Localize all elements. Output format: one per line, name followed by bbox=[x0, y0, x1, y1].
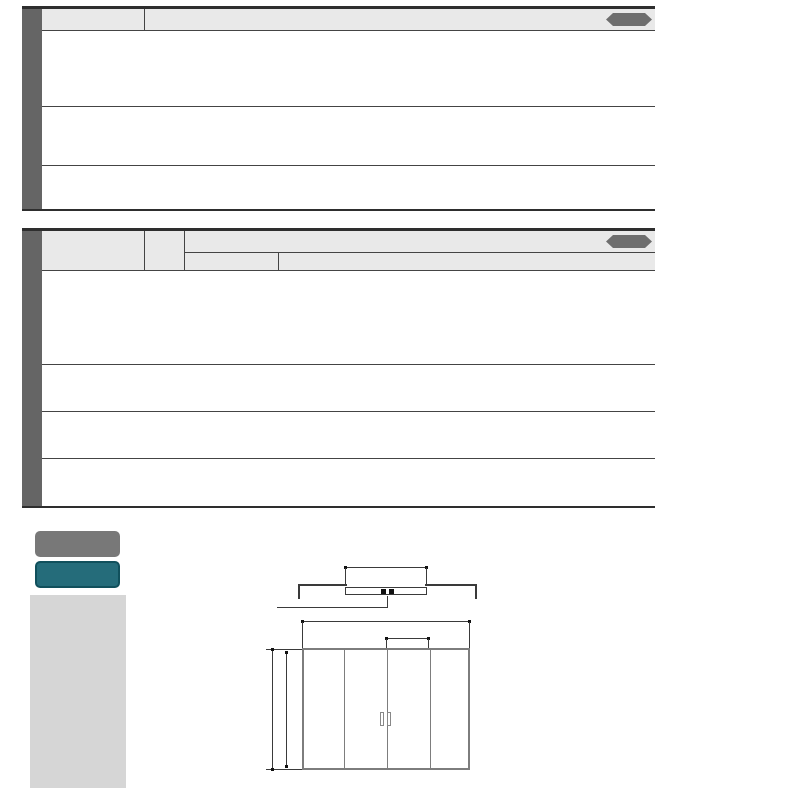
elevation-frame bbox=[302, 648, 470, 770]
handle-leader-line bbox=[387, 596, 388, 608]
dim-dot bbox=[271, 768, 274, 771]
series-badge-lasissa-d bbox=[35, 561, 120, 588]
frame-depth-legend-badge bbox=[606, 13, 652, 26]
table2-side-strip bbox=[22, 231, 42, 506]
extension-line bbox=[469, 622, 470, 648]
dh-dim-line bbox=[286, 652, 287, 767]
door-type-panel bbox=[30, 595, 126, 788]
table1-header-kind bbox=[42, 9, 145, 31]
dim-dot bbox=[271, 648, 274, 651]
table2-header-kind bbox=[42, 231, 145, 271]
plan-door-leaf bbox=[345, 587, 427, 595]
table2-subheader-36 bbox=[185, 253, 279, 271]
table2-band-4 bbox=[42, 459, 655, 507]
table-casing-frame bbox=[22, 228, 655, 508]
plan-track-end-right bbox=[475, 584, 477, 599]
table2-body bbox=[42, 231, 655, 506]
h-dim-line bbox=[272, 650, 273, 769]
table2-band-2 bbox=[42, 365, 655, 412]
table1-band-2 bbox=[42, 107, 655, 166]
table2-header-wall bbox=[185, 231, 655, 253]
extension-line bbox=[428, 639, 429, 648]
handle-mark bbox=[387, 712, 391, 726]
extension-line bbox=[302, 622, 303, 648]
handle-mark bbox=[381, 589, 386, 594]
table2-subheader-24 bbox=[279, 253, 655, 271]
plan-track-left bbox=[298, 584, 347, 586]
table2-band-1 bbox=[42, 271, 655, 365]
plan-track-end-left bbox=[298, 584, 300, 599]
table1-band-1 bbox=[42, 31, 655, 107]
elevation-panel-divider bbox=[344, 650, 345, 768]
handle-mark bbox=[389, 589, 394, 594]
opening-dim-line bbox=[345, 567, 427, 568]
series-badge-lasissa-s bbox=[35, 531, 120, 557]
dim-dot bbox=[285, 651, 288, 654]
table1-legend bbox=[606, 9, 654, 30]
w-dim-line bbox=[302, 621, 470, 622]
table1-side-strip bbox=[22, 9, 42, 209]
table2-band-3 bbox=[42, 412, 655, 459]
dw-dim-line bbox=[386, 638, 429, 639]
handle-leader-line bbox=[277, 607, 388, 608]
dim-dot bbox=[285, 765, 288, 768]
table-noncasing-frame bbox=[22, 6, 655, 211]
elevation-panel-divider bbox=[387, 650, 388, 768]
handle-mark bbox=[380, 712, 384, 726]
extension-line bbox=[386, 639, 387, 648]
table2-header-depth bbox=[145, 231, 185, 271]
table1-header-wall bbox=[145, 9, 655, 31]
plan-track-right bbox=[425, 584, 477, 586]
table1-band-3 bbox=[42, 166, 655, 209]
elevation-panel-divider bbox=[430, 650, 431, 768]
table1-body bbox=[42, 9, 655, 209]
table2-legend bbox=[606, 231, 654, 252]
casing-length-legend-badge bbox=[606, 235, 652, 248]
